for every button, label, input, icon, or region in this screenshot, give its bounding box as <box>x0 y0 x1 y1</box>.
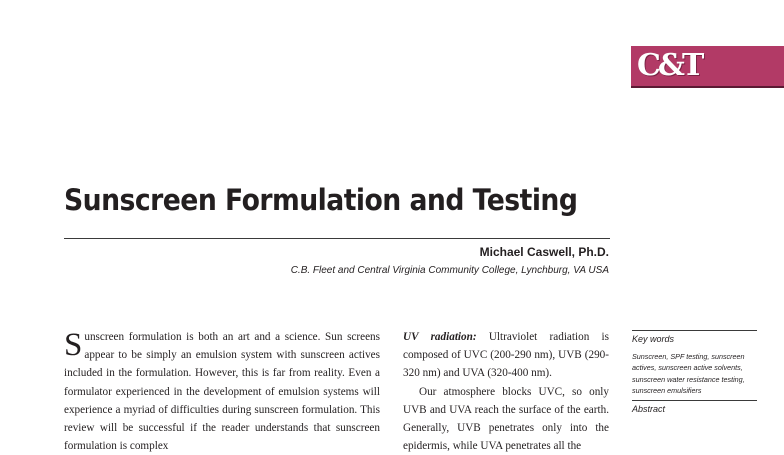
author-affiliation: C.B. Fleet and Central Virginia Community College, Lynchburg, VA USA <box>290 265 609 276</box>
author-name: Michael Caswell, Ph.D. <box>479 245 609 259</box>
title-divider <box>64 238 610 239</box>
logo-text: C&T <box>637 48 702 83</box>
uv-radiation-text: Ultraviolet radiation is composed of UVC (200-290 nm), UVB (290-320 nm) and UVA (320-400 nm). <box>403 331 609 380</box>
keywords-list: Sunscreen, SPF testing, sunscreen actives, sunscreen active solvents, sunscreen water resistance testing, sunscreen emulsifiers <box>632 352 745 395</box>
body-column-1 <box>64 328 380 455</box>
drop-cap: S <box>64 327 83 363</box>
sidebar-mid-rule <box>632 400 757 401</box>
keywords-heading: Key words <box>632 334 675 344</box>
atmosphere-paragraph: Our atmosphere blocks UVC, so only UVB and UVA reach the surface of the earth. Generally, UVB penetrates only into the epidermis, while UVA penetrates all the <box>403 385 609 453</box>
section-runin-heading: UV radiation: <box>403 331 477 343</box>
body-column-2 <box>403 328 609 455</box>
article-title: Sunscreen Formulation and Testing <box>64 183 578 217</box>
sidebar-top-rule <box>632 330 757 331</box>
uv-radiation-paragraph <box>403 328 609 383</box>
intro-paragraph: unscreen formulation is both an art and a science. Sun screens appear to be simply an emulsion system with sunscreen actives included in the formulation. However, this is far from reality. Even a formulator experienced in the development of emulsion systems will experience a myriad of difficulties during sunscreen formulation. This review will be successful if the reader understands that sunscreen formulation is complex <box>64 331 380 453</box>
keywords-sidebar <box>632 330 757 415</box>
journal-logo <box>631 46 784 88</box>
abstract-heading: Abstract <box>632 404 666 415</box>
